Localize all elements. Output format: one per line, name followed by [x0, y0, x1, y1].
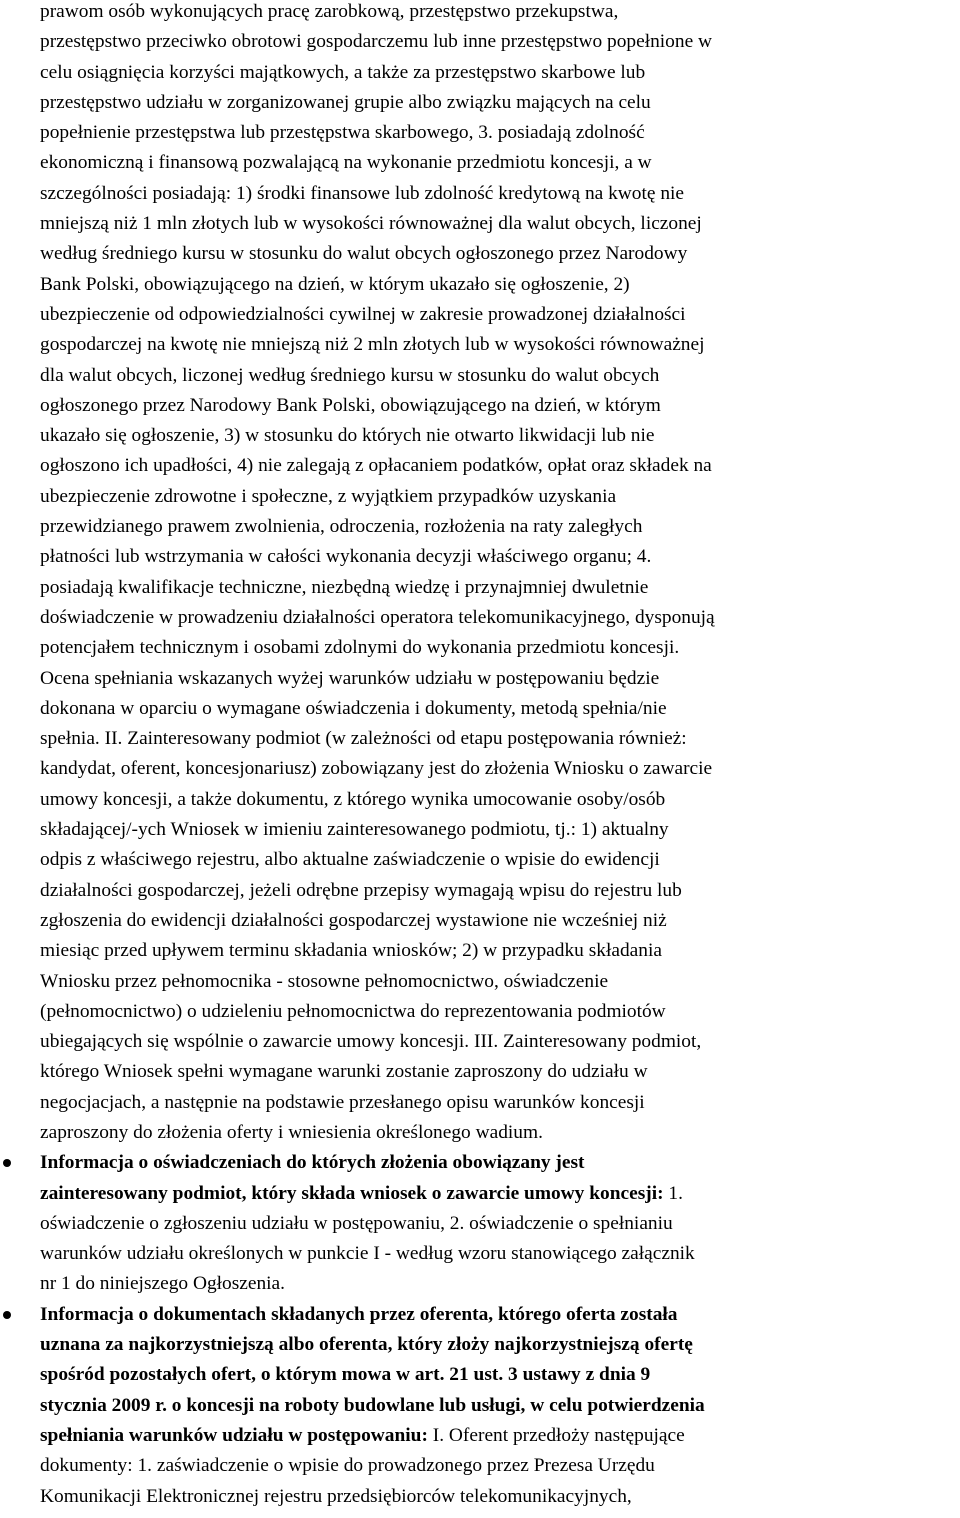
bullet-dot-icon	[3, 1159, 11, 1167]
paragraph-line: posiadają kwalifikacje techniczne, niezbędną wiedzę i przynajmniej dwuletnie	[40, 576, 649, 598]
paragraph-line: dokonana w oparciu o wymagane oświadczenia i dokumenty, metodą spełnia/nie	[40, 697, 667, 719]
bullet-line-normal: Komunikacji Elektronicznej rejestru przedsiębiorców telekomunikacyjnych,	[40, 1485, 632, 1507]
bullet-line	[40, 1421, 960, 1451]
paragraph-line: ubezpieczenie od odpowiedzialności cywilnej w zakresie prowadzonej działalności	[40, 303, 686, 325]
bullet-line	[40, 1209, 960, 1239]
paragraph-line: popełnienie przestępstwa lub przestępstwa skarbowego, 3. posiadają zdolność	[40, 122, 645, 144]
paragraph-line: przestępstwo przeciwko obrotowi gospodarczemu lub inne przestępstwo popełnione w	[40, 31, 713, 53]
paragraph-line: (pełnomocnictwo) o udzieleniu pełnomocnictwa do reprezentowania podmiotów	[40, 1000, 666, 1022]
paragraph-line: szczególności posiadają: 1) środki finansowe lub zdolność kredytową na kwotę nie	[40, 182, 685, 204]
bullet-line-bold: spośród pozostałych ofert, o którym mowa w art. 21 ust. 3 ustawy z dnia 9	[40, 1364, 651, 1386]
paragraph-line: spełnia. II. Zainteresowany podmiot (w zależności od etapu postępowania również:	[40, 728, 687, 750]
paragraph-line: kandydat, oferent, koncesjonariusz) zobowiązany jest do złożenia Wniosku o zawarcie	[40, 758, 713, 780]
paragraph-line: Ocena spełniania wskazanych wyżej warunków udziału w postępowaniu będzie	[40, 667, 660, 689]
paragraph-line: przestępstwo udziału w zorganizowanej grupie albo związku mających na celu	[40, 91, 651, 113]
paragraph-line: gospodarczej na kwotę nie mniejszą niż 2 mln złotych lub w wysokości równoważnej	[40, 334, 705, 356]
paragraph-line: odpis z właściwego rejestru, albo aktualne zaświadczenie o wpisie do ewidencji	[40, 849, 660, 871]
paragraph-line: Bank Polski, obowiązującego na dzień, w którym ukazało się ogłoszenie, 2)	[40, 273, 630, 295]
bullet-line-normal: nr 1 do niniejszego Ogłoszenia.	[40, 1273, 286, 1295]
bullet-line-normal: dokumenty: 1. zaświadczenie o wpisie do prowadzonego przez Prezesa Urzędu	[40, 1455, 655, 1477]
paragraph-line: zaproszony do złożenia oferty i wniesienia określonego wadium.	[40, 1121, 543, 1143]
paragraph-line: potencjałem technicznym i osobami zdolnymi do wykonania przedmiotu koncesji.	[40, 637, 680, 659]
bullet-line	[40, 1300, 960, 1330]
bullet-line	[40, 1179, 960, 1209]
paragraph-line: ogłoszonego przez Narodowy Bank Polski, obowiązującego na dzień, w którym	[40, 394, 661, 416]
bullet-line-bold: Informacja o oświadczeniach do których złożenia obowiązany jest	[40, 1152, 585, 1174]
paragraph-line: ukazało się ogłoszenie, 3) w stosunku do których nie otwarto likwidacji lub nie	[40, 425, 655, 447]
paragraph-line: mniejszą niż 1 mln złotych lub w wysokości równoważnej dla walut obcych, liczonej	[40, 213, 702, 235]
bullet-line-bold: zainteresowany podmiot, który składa wniosek o zawarcie umowy koncesji:	[40, 1182, 664, 1204]
bullet-list	[40, 1148, 960, 1512]
bullet-line	[40, 1451, 960, 1481]
paragraph-line: składającej/-ych Wniosek w imieniu zainteresowanego podmiotu, tj.: 1) aktualny	[40, 819, 669, 841]
paragraph-line: negocjacjach, a następnie na podstawie przesłanego opisu warunków koncesji	[40, 1091, 645, 1113]
bullet-line-normal: oświadczenie o zgłoszeniu udziału w postępowaniu, 2. oświadczenie o spełnianiu	[40, 1212, 673, 1234]
paragraph-line: miesiąc przed upływem terminu składania wniosków; 2) w przypadku składania	[40, 940, 662, 962]
paragraph-line: Wniosku przez pełnomocnika - stosowne pełnomocnictwo, oświadczenie	[40, 970, 609, 992]
bullet-line-normal: I. Oferent przedłoży następujące	[427, 1424, 685, 1446]
bullet-line	[40, 1239, 960, 1269]
paragraph-line: umowy koncesji, a także dokumentu, z którego wynika umocowanie osoby/osób	[40, 788, 666, 810]
bullet-line-bold: stycznia 2009 r. o koncesji na roboty budowlane lub usługi, w celu potwierdzenia	[40, 1394, 705, 1416]
bullet-item-dokumenty	[40, 1300, 960, 1512]
paragraph-line: ubiegających się wspólnie o zawarcie umowy koncesji. III. Zainteresowany podmiot,	[40, 1031, 702, 1053]
paragraph-line: przewidzianego prawem zwolnienia, odroczenia, rozłożenia na raty zaległych	[40, 516, 643, 538]
bullet-dot-icon	[3, 1311, 11, 1319]
paragraph-line: którego Wniosek spełni wymagane warunki zostanie zaproszony do udziału w	[40, 1061, 648, 1083]
bullet-line	[40, 1269, 960, 1299]
bullet-line	[40, 1148, 960, 1178]
body-paragraph	[40, 0, 960, 1148]
paragraph-line: działalności gospodarczej, jeżeli odrębne przepisy wymagają wpisu do rejestru lub	[40, 879, 682, 901]
paragraph-line: prawom osób wykonujących pracę zarobkową, przestępstwo przekupstwa,	[40, 1, 619, 22]
paragraph-line: dla walut obcych, liczonej według średniego kursu w stosunku do walut obcych	[40, 364, 660, 386]
bullet-line-normal: 1.	[663, 1182, 683, 1204]
bullet-item-oswiadczenia	[40, 1148, 960, 1299]
bullet-line	[40, 1391, 960, 1421]
bullet-line-normal: warunków udziału określonych w punkcie I - według wzoru stanowiącego załącznik	[40, 1243, 695, 1265]
bullet-line-bold: Informacja o dokumentach składanych przez oferenta, którego oferta została	[40, 1303, 678, 1325]
bullet-line-bold: spełniania warunków udziału w postępowaniu:	[40, 1424, 428, 1446]
bullet-line	[40, 1360, 960, 1390]
bullet-line	[40, 1330, 960, 1360]
paragraph-line: celu osiągnięcia korzyści majątkowych, a także za przestępstwo skarbowe lub	[40, 61, 646, 83]
paragraph-line: ogłoszono ich upadłości, 4) nie zalegają z opłacaniem podatków, opłat oraz składek na	[40, 455, 712, 477]
paragraph-line: doświadczenie w prowadzeniu działalności operatora telekomunikacyjnego, dysponują	[40, 606, 715, 628]
bullet-line-bold: uznana za najkorzystniejszą albo oferenta, który złoży najkorzystniejszą ofertę	[40, 1334, 693, 1356]
paragraph-line: ekonomiczną i finansową pozwalającą na wykonanie przedmiotu koncesji, a w	[40, 152, 652, 174]
paragraph-line: ubezpieczenie zdrowotne i społeczne, z wyjątkiem przypadków uzyskania	[40, 485, 617, 507]
paragraph-line: według średniego kursu w stosunku do walut obcych ogłoszonego przez Narodowy	[40, 243, 688, 265]
bullet-line	[40, 1482, 960, 1512]
paragraph-line: płatności lub wstrzymania w całości wykonania decyzji właściwego organu; 4.	[40, 546, 652, 568]
paragraph-line: zgłoszenia do ewidencji działalności gospodarczej wystawione nie wcześniej niż	[40, 909, 667, 931]
